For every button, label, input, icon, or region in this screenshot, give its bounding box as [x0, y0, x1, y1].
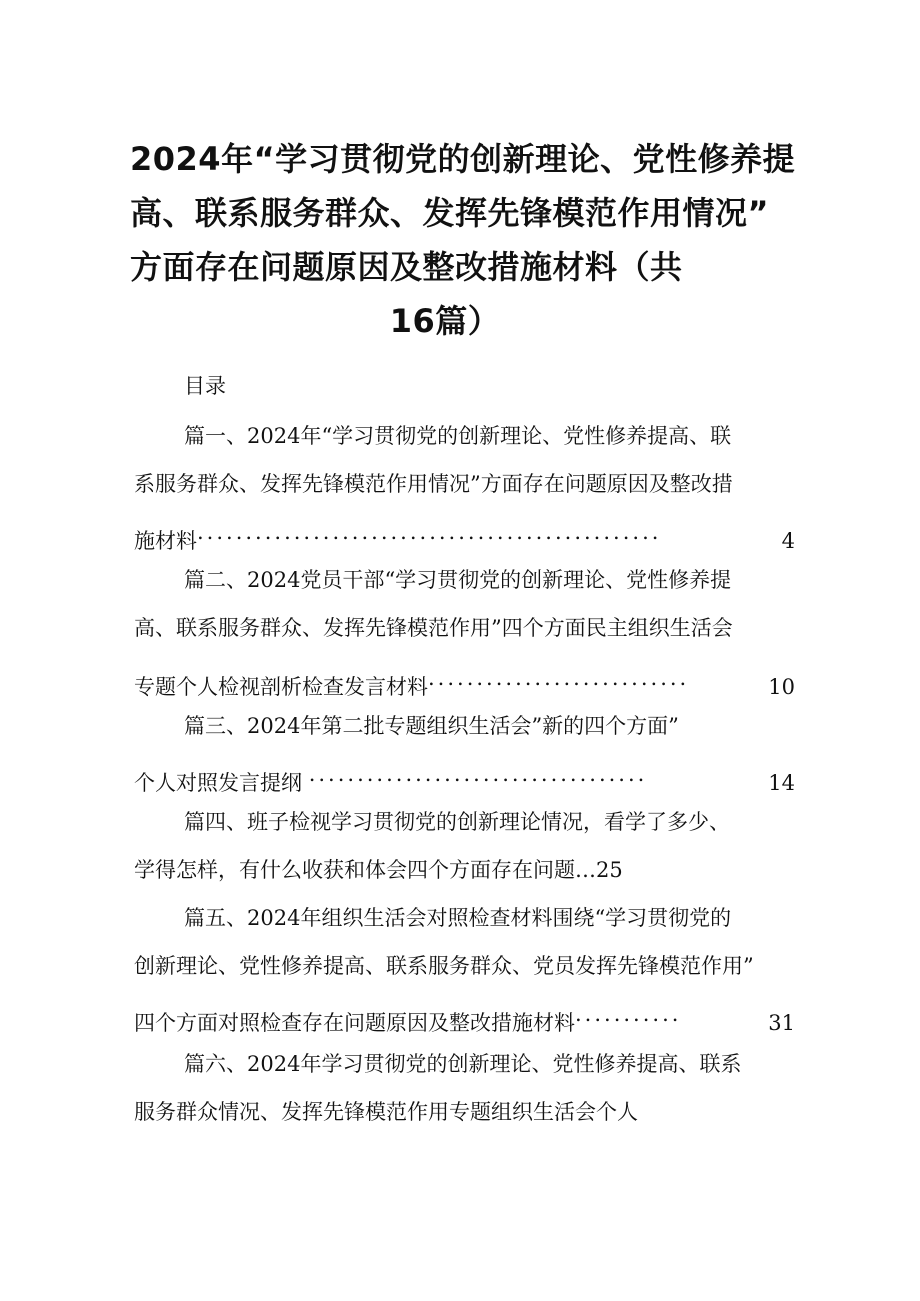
toc-entry-1-line-1[interactable]: 篇一、2024年“学习贯彻党的创新理论、党性修养提高、联 — [184, 424, 732, 448]
toc-entry-2-leader: ........................... — [428, 666, 690, 690]
title-line-1: 2024年“学习贯彻党的创新理论、党性修养提 — [130, 140, 796, 178]
toc-entry-1-text-end: 施材料 — [134, 529, 197, 553]
toc-entry-4-line-2[interactable] — [134, 854, 623, 886]
toc-entry-5-line-1[interactable]: 篇五、2024年组织生活会对照检查材料围绕“学习贯彻党的 — [184, 906, 732, 930]
title-line-4: 16篇） — [389, 302, 501, 340]
toc-entry-3-text-end: 个人对照发言提纲 — [134, 771, 309, 795]
toc-entry-2-line-2[interactable]: 高、联系服务群众、发挥先锋模范作用”四个方面民主组织生活会 — [134, 616, 733, 640]
toc-entry-5-text-end: 四个方面对照检查存在问题原因及整改措施材料 — [134, 1011, 575, 1035]
toc-entry-3-page: 14 — [768, 771, 795, 795]
toc-entry-3-line-1[interactable]: 篇三、2024年第二批专题组织生活会”新的四个方面” — [184, 714, 679, 738]
toc-entry-5-line-2[interactable]: 创新理论、党性修养提高、联系服务群众、党员发挥先锋模范作用” — [134, 954, 754, 978]
toc-entry-1-page: 4 — [781, 529, 795, 553]
toc-entry-4-text-end: 学得怎样，有什么收获和体会四个方面存在问题 — [134, 858, 575, 882]
toc-entry-2-line-3[interactable] — [134, 662, 795, 699]
toc-entry-2-line-1[interactable]: 篇二、2024党员干部“学习贯彻党的创新理论、党性修养提 — [184, 568, 732, 592]
toc-entry-5-leader: ........... — [575, 1002, 682, 1026]
toc-entry-1-leader: ................................................ — [197, 520, 662, 544]
toc-entry-6-line-1[interactable]: 篇六、2024年学习贯彻党的创新理论、党性修养提高、联系 — [184, 1052, 742, 1076]
toc-entry-2-text-end: 专题个人检视剖析检查发言材料 — [134, 675, 428, 699]
title-line-2: 高、联系服务群众、发挥先锋模范作用情况” — [130, 194, 770, 232]
toc-entry-2-page: 10 — [768, 675, 795, 699]
toc-entry-1-line-2[interactable]: 系服务群众、发挥先锋模范作用情况”方面存在问题原因及整改措 — [134, 472, 733, 496]
toc-entry-5-page: 31 — [768, 1011, 795, 1035]
title-line-3: 方面存在问题原因及整改措施材料（共 — [130, 248, 683, 286]
toc-entry-3-leader: ................................... — [308, 762, 648, 786]
toc-entry-4-line-1[interactable]: 篇四、班子检视学习贯彻党的创新理论情况，看学了多少、 — [184, 810, 730, 834]
document-title — [130, 132, 820, 348]
toc-entry-3-line-2[interactable] — [134, 758, 795, 795]
toc-entry-4-leader: … — [575, 858, 596, 882]
toc-heading: 目录 — [184, 374, 226, 398]
toc-entry-1-line-3[interactable] — [134, 516, 795, 553]
toc-entry-5-line-3[interactable] — [134, 998, 795, 1035]
toc-entry-6-line-2[interactable]: 服务群众情况、发挥先锋模范作用专题组织生活会个人 — [134, 1100, 638, 1124]
toc-entry-4-page: 25 — [596, 858, 623, 882]
